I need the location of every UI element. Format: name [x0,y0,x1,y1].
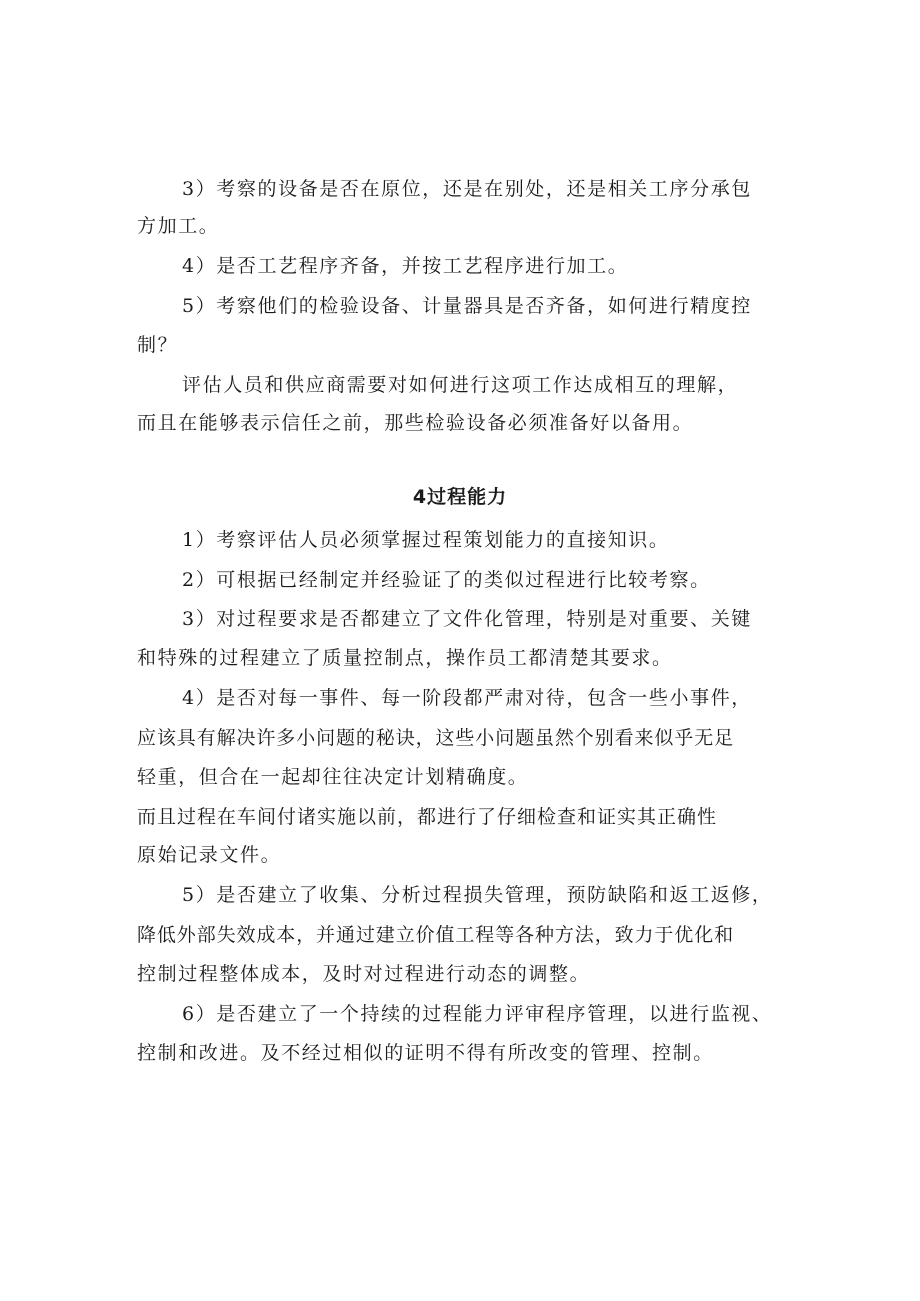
item5-line2: 制？ [137,334,179,356]
s4-item3-line1: 3）对过程要求是否都建立了文件化管理，特别是对重要、关键 [182,608,752,630]
section-heading: 4过程能力 [412,486,508,508]
s4-item2-line1: 2）可根据已经制定并经验证了的类似过程进行比较考察。 [182,569,711,591]
s4-item6-line2: 控制和改进。及不经过相似的证明不得有所改变的管理、控制。 [137,1042,714,1064]
item3-line2: 方加工。 [137,215,220,237]
s4-item4-line1: 4）是否对每一事件、每一阶段都严肃对待，包含一些小事件， [182,687,752,709]
s4-item3-line2: 和特殊的过程建立了质量控制点，操作员工都清楚其要求。 [137,647,673,669]
s4-item4-line5: 原始记录文件。 [137,844,282,866]
s4-item5-line2: 降低外部失效成本，并通过建立价值工程等各种方法，致力于优化和 [137,924,735,946]
s4-item4-line3: 轻重，但合在一起却往往决定计划精确度。 [137,766,529,788]
s4-item6-line1: 6）是否建立了一个持续的过程能力评审程序管理，以进行监视、 [182,1003,773,1025]
s4-item5-line3: 控制过程整体成本，及时对过程进行动态的调整。 [137,963,591,985]
s4-item4-line2: 应该具有解决许多小问题的秘诀，这些小问题虽然个别看来似乎无足 [137,727,735,749]
paragraph-line2: 而且在能够表示信任之前，那些检验设备必须准备好以备用。 [137,412,694,434]
item5-line1: 5）考察他们的检验设备、计量器具是否齐备，如何进行精度控 [182,295,752,317]
item4-line1: 4）是否工艺程序齐备，并按工艺程序进行加工。 [182,255,629,277]
paragraph-line1: 评估人员和供应商需要对如何进行这项工作达成相互的理解， [182,374,739,396]
s4-item1-line1: 1）考察评估人员必须掌握过程策划能力的直接知识。 [182,529,670,551]
s4-item5-line1: 5）是否建立了收集、分析过程损失管理，预防缺陷和返工返修， [182,884,773,906]
s4-item4-line4: 而且过程在车间付诸实施以前，都进行了仔细检查和证实其正确性 [137,806,718,828]
item3-line1: 3）考察的设备是否在原位，还是在别处，还是相关工序分承包 [182,178,752,200]
